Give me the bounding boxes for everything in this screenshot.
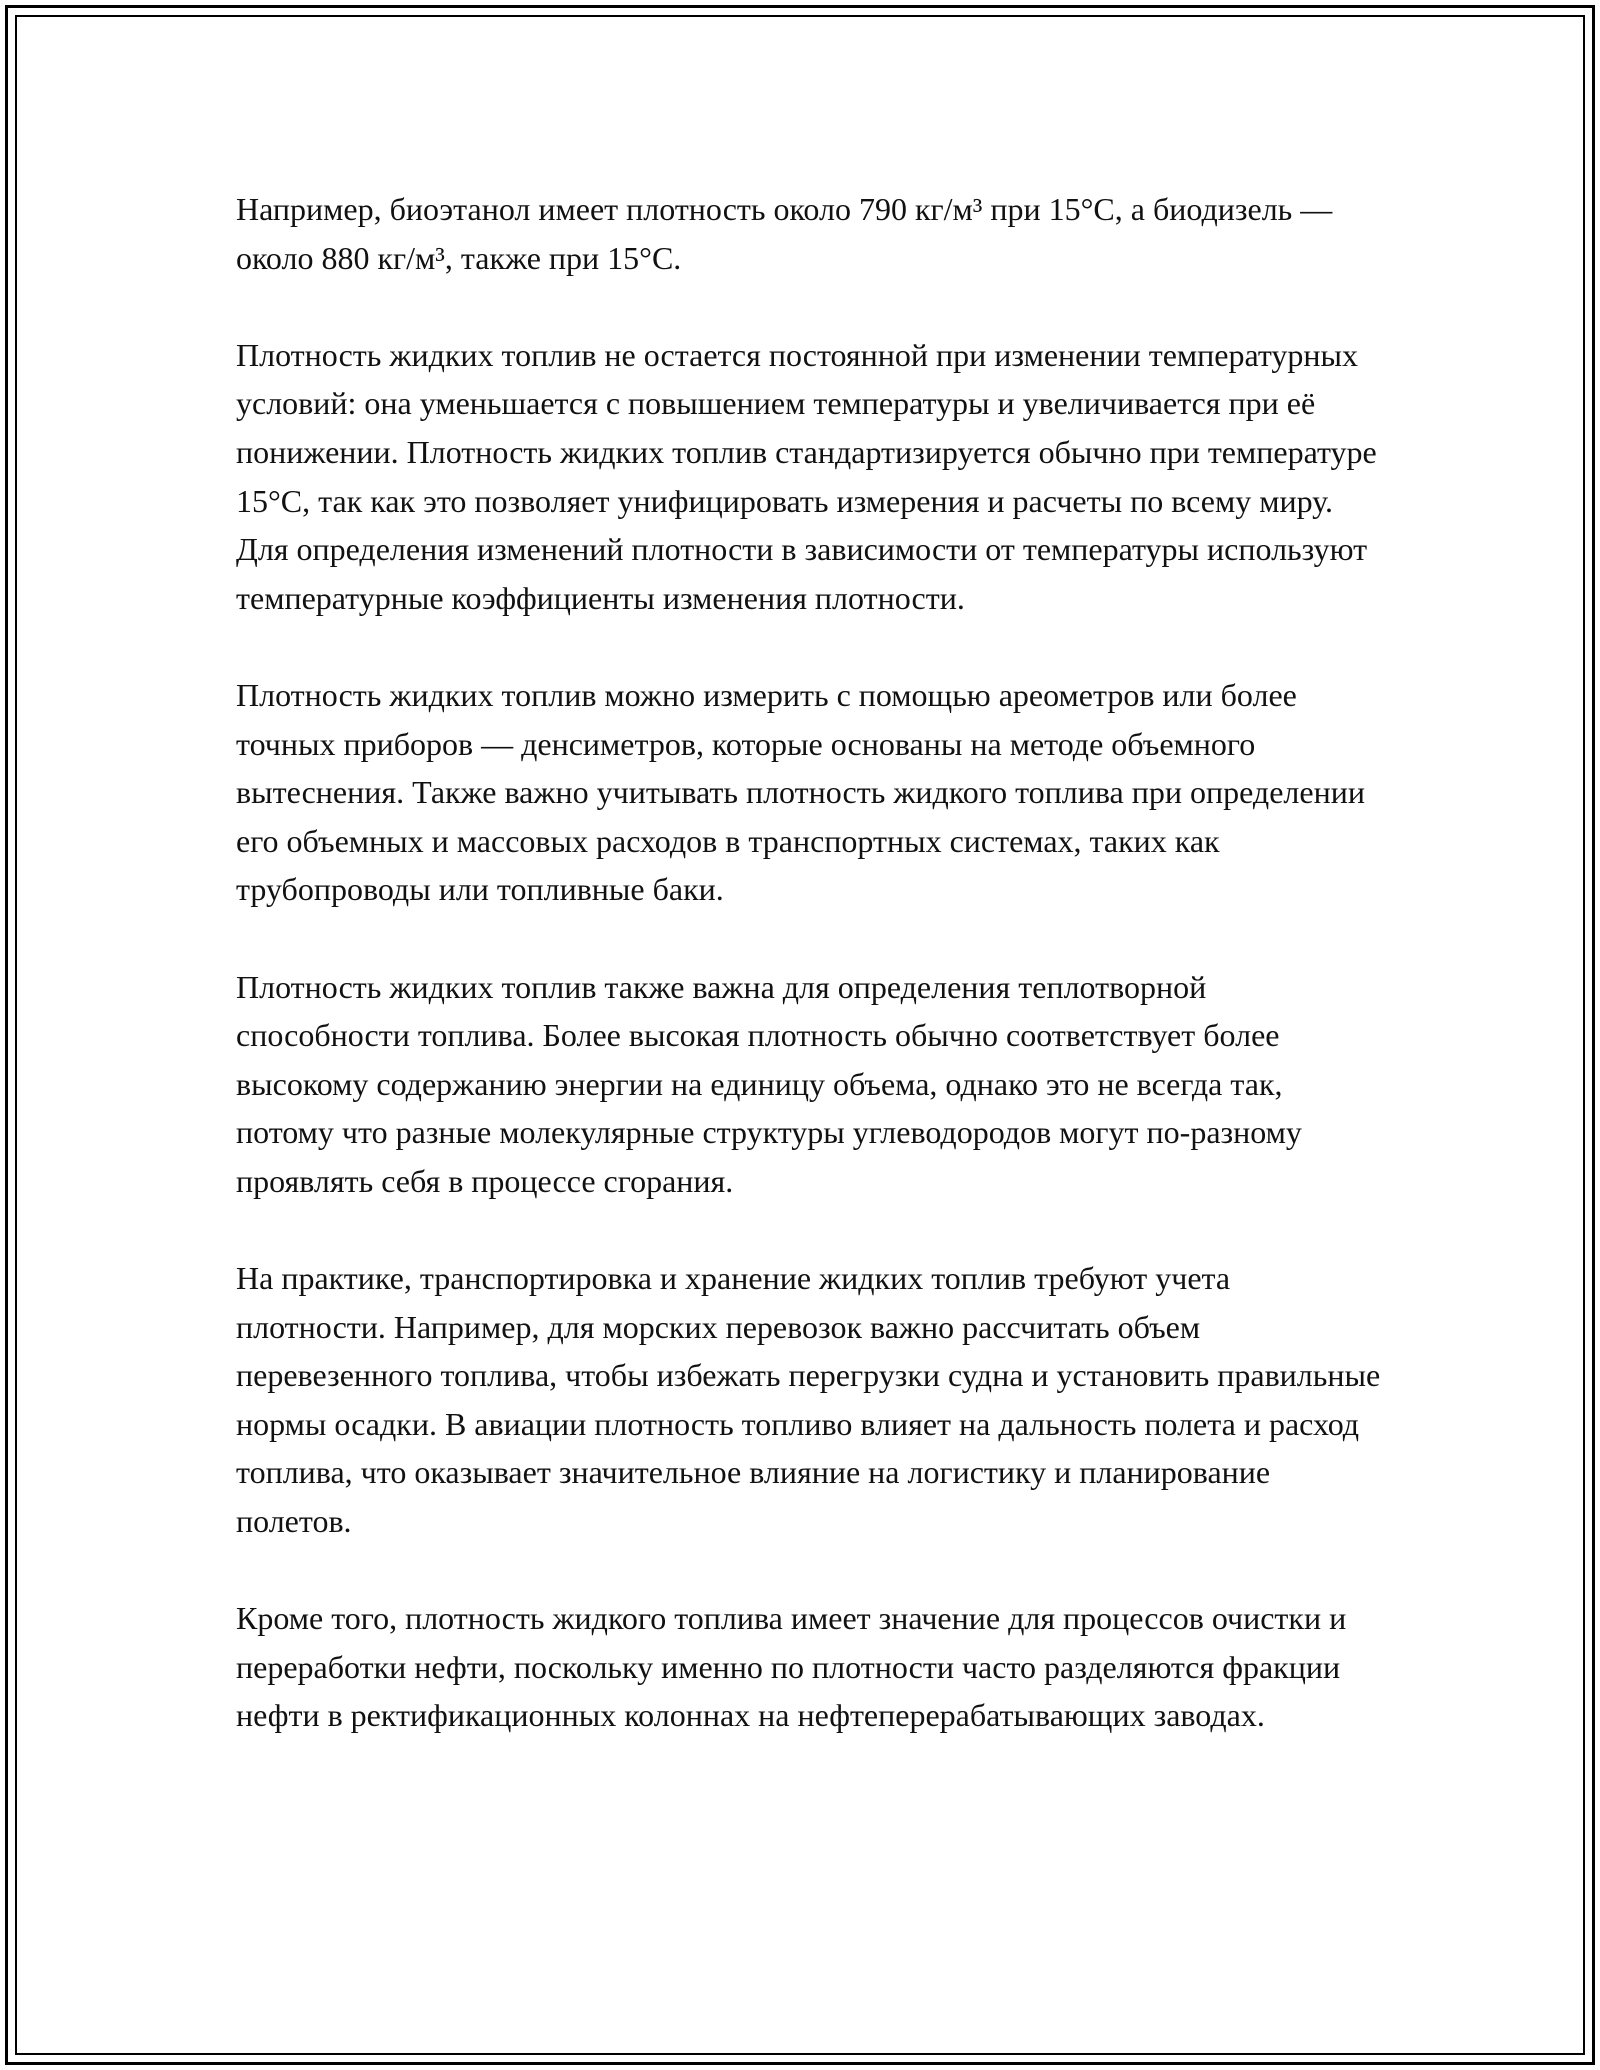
- paragraph-oil-refining: Кроме того, плотность жидкого топлива имеет значение для процессов очистки и переработки нефти, поскольку именно по плотности часто разделяются фракции нефти в ректификационных колоннах на нефтеперерабатывающих заводах.: [236, 1600, 1347, 1734]
- paragraph-biofuel-density: Например, биоэтанол имеет плотность около 790 кг/м³ при 15°C, а биодизель — около 880 кг/м³, также при 15°C.: [236, 191, 1333, 276]
- paragraph-transport-storage: На практике, транспортировка и хранение жидких топлив требуют учета плотности. Например, для морских перевозок важно рассчитать объем перевезенного топлива, чтобы избежать перегрузки судна и установить правильные нормы осадки. В авиации плотность топливо влияет на дальность полета и расход топлива, что оказывает значительное влияние на логистику и планирование полетов.: [236, 1260, 1381, 1540]
- paragraph-heating-value: Плотность жидких топлив также важна для определения теплотворной способности топлива. Более высокая плотность обычно соответствует более высокому содержанию энергии на единицу объема, однако это не всегда так, потому что разные молекулярные структуры углеводородов могут по-разному проявлять себя в процессе сгорания.: [236, 968, 1302, 1199]
- paragraph-temperature-dependence: Плотность жидких топлив не остается постоянной при изменении температурных условий: она уменьшается с повышением температуры и увеличивается при её понижении. Плотность жидких топлив стандартизируется обычно при температуре 15°C, так как это позволяет унифицировать измерения и расчеты по всему миру. Для определения изменений плотности в зависимости от температуры используют температурные коэффициенты изменения плотности.: [236, 336, 1377, 616]
- document-body: [236, 185, 1386, 1740]
- paragraph-measurement-methods: Плотность жидких топлив можно измерить с помощью ареометров или более точных приборов — денсиметров, которые основаны на методе объемного вытеснения. Также важно учитывать плотность жидкого топлива при определении его объемных и массовых расходов в транспортных системах, таких как трубопроводы или топливные баки.: [236, 676, 1365, 908]
